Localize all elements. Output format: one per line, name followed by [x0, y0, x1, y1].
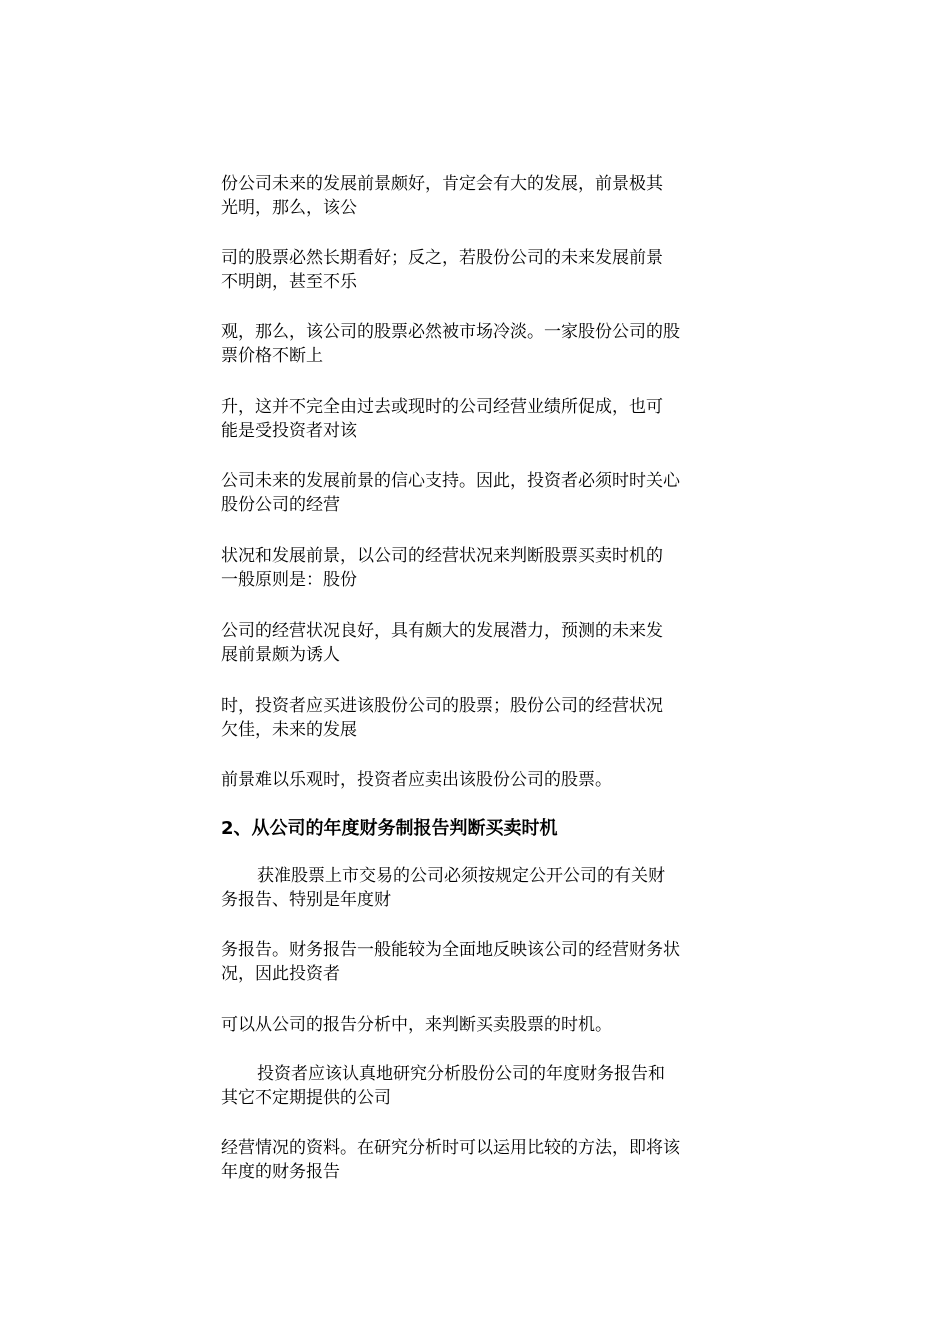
- text-line: 况，因此投资者: [221, 964, 340, 984]
- text-line: 可以从公司的报告分析中，来判断买卖股票的时机。: [221, 1015, 612, 1035]
- text-line: 时，投资者应买进该股份公司的股票；股份公司的经营状况: [221, 696, 663, 716]
- text-line: 不明朗，甚至不乐: [221, 272, 357, 292]
- paragraph: [221, 320, 736, 368]
- text-line: 经营情况的资料。在研究分析时可以运用比较的方法，即将该: [221, 1138, 680, 1158]
- paragraph: [221, 768, 736, 792]
- text-line: 光明，那么，该公: [221, 198, 357, 218]
- text-line: 欠佳，未来的发展: [221, 720, 357, 740]
- text-line: 获准股票上市交易的公司必须按规定公开公司的有关财: [257, 866, 665, 886]
- paragraph: [221, 246, 736, 294]
- text-line: 前景难以乐观时，投资者应卖出该股份公司的股票。: [221, 770, 612, 790]
- text-line: 股份公司的经营: [221, 495, 340, 515]
- paragraph: [221, 469, 736, 517]
- paragraph: [221, 864, 736, 912]
- text-line: 司的股票必然长期看好；反之，若股份公司的未来发展前景: [221, 248, 663, 268]
- text-line: 能是受投资者对该: [221, 421, 357, 441]
- text-line: 升，这并不完全由过去或现时的公司经营业绩所促成，也可: [221, 397, 663, 417]
- paragraph: [221, 938, 736, 986]
- text-line: 公司的经营状况良好，具有颇大的发展潜力，预测的未来发: [221, 621, 663, 641]
- text-line: 票价格不断上: [221, 346, 323, 366]
- text-line: 状况和发展前景，以公司的经营状况来判断股票买卖时机的: [221, 546, 663, 566]
- text-line: 其它不定期提供的公司: [221, 1088, 391, 1108]
- paragraph: [221, 619, 736, 667]
- paragraph: [221, 544, 736, 592]
- paragraph: [221, 1136, 736, 1184]
- paragraph: [221, 1013, 736, 1037]
- text-line: 展前景颇为诱人: [221, 645, 340, 665]
- text-line: 份公司未来的发展前景颇好，肯定会有大的发展，前景极其: [221, 174, 663, 194]
- text-line: 务报告。财务报告一般能较为全面地反映该公司的经营财务状: [221, 940, 680, 960]
- text-line: 观，那么，该公司的股票必然被市场冷淡。一家股份公司的股: [221, 322, 680, 342]
- section-heading: 2、从公司的年度财务制报告判断买卖时机: [221, 818, 558, 839]
- paragraph: [221, 694, 736, 742]
- text-line: 一般原则是：股份: [221, 570, 357, 590]
- text-line: 务报告、特别是年度财: [221, 890, 391, 910]
- paragraph: [221, 172, 736, 220]
- text-line: 投资者应该认真地研究分析股份公司的年度财务报告和: [257, 1064, 665, 1084]
- paragraph: [221, 1062, 736, 1110]
- text-line: 公司未来的发展前景的信心支持。因此，投资者必须时时关心: [221, 471, 680, 491]
- paragraph: [221, 395, 736, 443]
- text-line: 年度的财务报告: [221, 1162, 340, 1182]
